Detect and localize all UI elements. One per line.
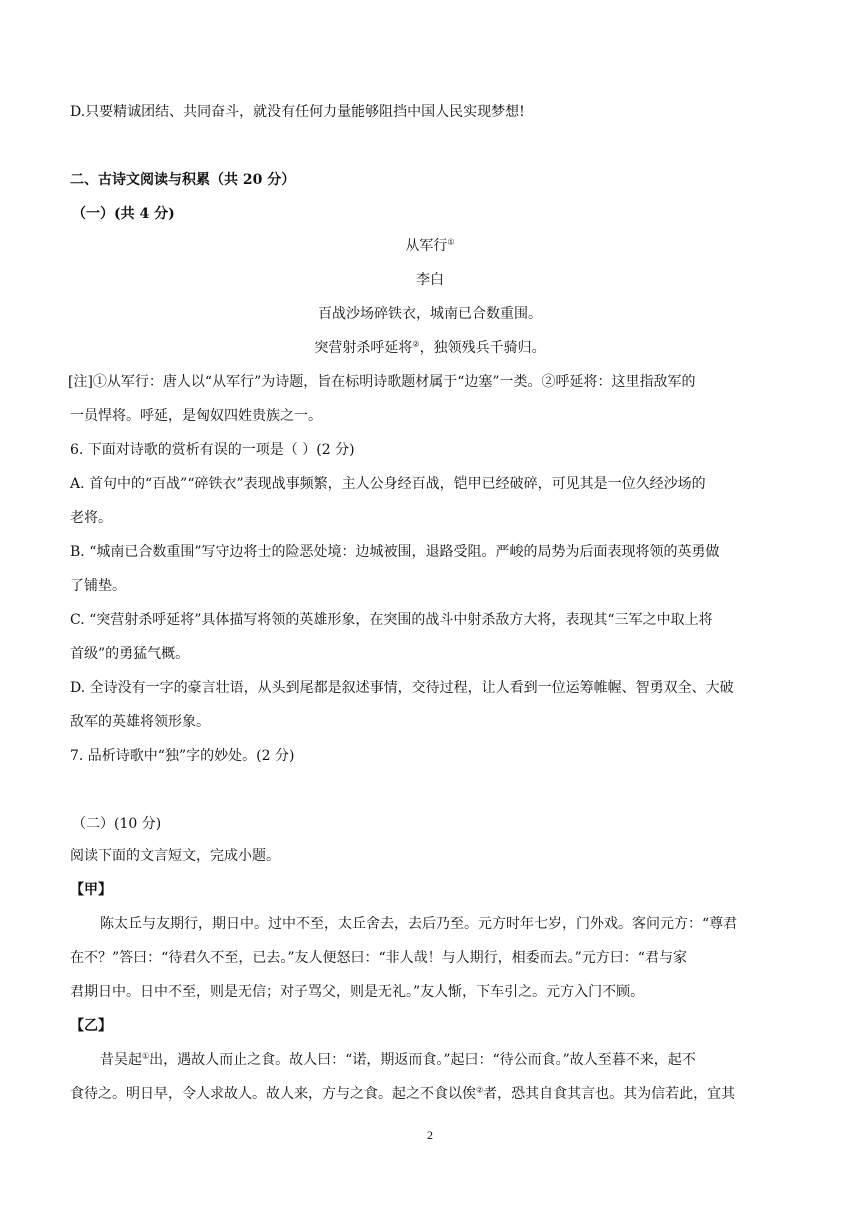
q6-option-b-line-1: B. “城南已合数重围”写守边将士的险恶处境：边城被围，退路受阻。严峻的局势为后面表现将领的英勇做 [70, 544, 720, 560]
part2-instructions: 阅读下面的文言短文，完成小题。 [70, 848, 280, 864]
passage-jia-label: 【甲】 [70, 882, 112, 898]
passage-yi-label: 【乙】 [70, 1018, 112, 1034]
page-number: 2 [427, 1128, 433, 1142]
section-title: 二、古诗文阅读与积累（共 20 分） [70, 172, 296, 188]
question-6: 6. 下面对诗歌的赏析有误的一项是（ ）(2 分) [70, 442, 355, 458]
passage-yi-line-1: 昔吴起①出，遇故人而止之食。故人曰：“诺，期返而食。”起曰：“待公而食。”故人至暮不来，起不 [100, 1051, 696, 1068]
footnote-mark: ① [447, 237, 455, 247]
footnote-mark: ① [142, 1051, 150, 1061]
q6-option-d-line-2: 敌军的英雄将领形象。 [70, 714, 210, 730]
q6-option-c-line-2: 首级”的勇猛气概。 [70, 646, 190, 662]
passage-jia-line-3: 君期日中。日中不至，则是无信；对子骂父，则是无礼。”友人惭，下车引之。元方入门不顾。 [70, 984, 645, 1000]
poem-line-1: 百战沙场碎铁衣，城南已合数重围。 [318, 306, 542, 322]
poem-line-2: 突营射杀呼延将②，独领残兵千骑归。 [314, 339, 546, 356]
passage-jia-line-1: 陈太丘与友期行，期日中。过中不至，太丘舍去，去后乃至。元方时年七岁，门外戏。客问元方：“尊君 [100, 916, 738, 932]
passage-yi-line-2: 食待之。明日早，令人求故人。故人来，方与之食。起之不食以俟②者，恐其自食其言也。其为信若此，宜其 [70, 1085, 736, 1102]
footnote-mark: ② [412, 339, 420, 349]
q6-option-a-line-1: A. 首句中的“百战”“碎铁衣”表现战事频繁，主人公身经百战，铠甲已经破碎，可见其是一位久经沙场的 [70, 476, 706, 492]
poem-author: 李白 [416, 272, 444, 288]
poem-note-line-2: 一员悍将。呼延，是匈奴四姓贵族之一。 [70, 408, 322, 424]
poem-note-line-1: [注]①从军行：唐人以“从军行”为诗题，旨在标明诗歌题材属于“边塞”一类。②呼延将：这里指敌军的 [68, 374, 696, 390]
q6-option-c-line-1: C. “突营射杀呼延将”具体描写将领的英雄形象，在突围的战斗中射杀敌方大将，表现其“三军之中取上将 [70, 612, 713, 628]
part1-title: （一）(共 4 分) [72, 206, 175, 222]
option-d-previous: D.只要精诚团结、共同奋斗，就没有任何力量能够阻挡中国人民实现梦想! [70, 104, 525, 120]
q6-option-b-line-2: 了铺垫。 [70, 578, 126, 594]
passage-jia-line-2: 在不？”答曰：“待君久不至，已去。”友人便怒曰：“非人哉！与人期行，相委而去。”元方曰：“君与家 [70, 950, 687, 966]
question-7: 7. 品析诗歌中“独”字的妙处。(2 分) [70, 748, 295, 764]
part2-title: （二）(10 分) [72, 816, 162, 832]
q6-option-d-line-1: D. 全诗没有一字的豪言壮语，从头到尾都是叙述事情，交待过程，让人看到一位运筹帷幄、智勇双全、大破 [70, 680, 734, 696]
q6-option-a-line-2: 老将。 [70, 510, 112, 526]
poem-title: 从军行① [405, 237, 455, 254]
footnote-mark: ② [476, 1085, 484, 1095]
